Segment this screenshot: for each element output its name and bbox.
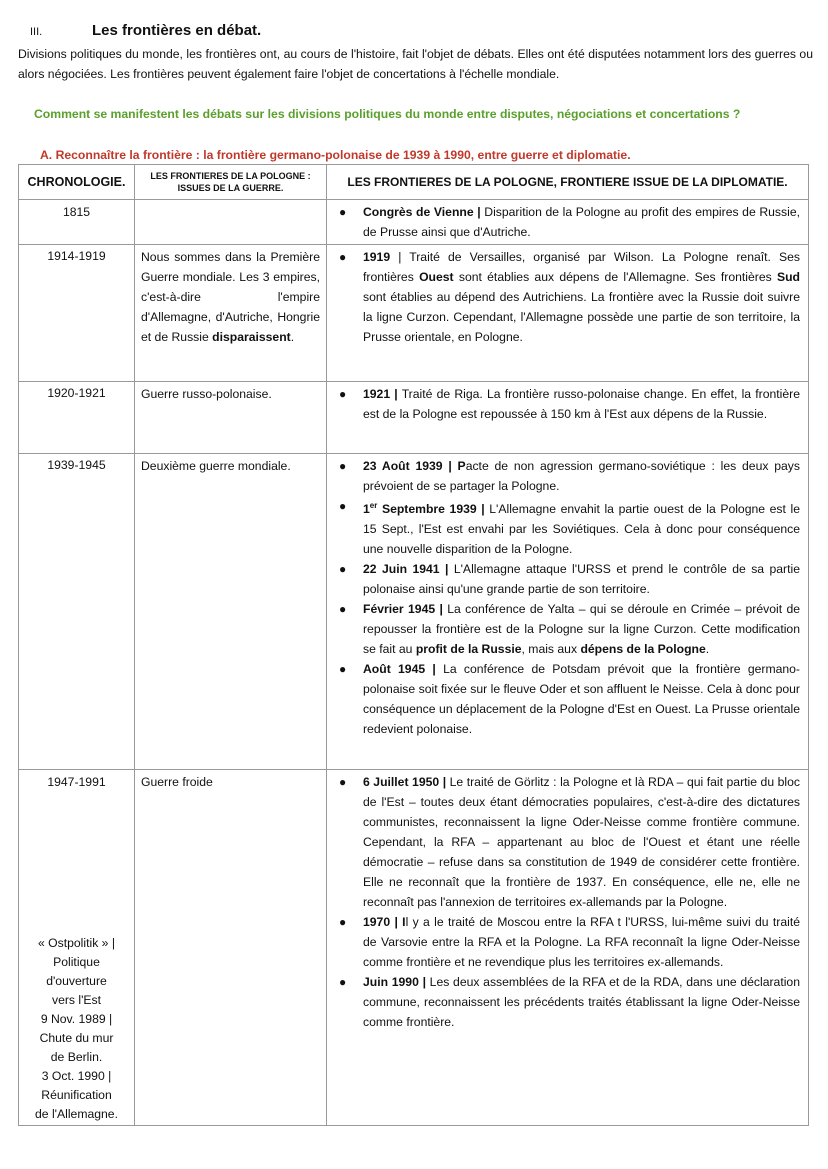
bullet-icon: ● xyxy=(339,975,347,989)
context-cell: Nous sommes dans la Première Guerre mondiale. Les 3 empires, c'est-à-dire l'empire d'Allemagne, d'Autriche, Hongrie et de Russie disparaissent. xyxy=(135,245,327,382)
bullet-icon: ● xyxy=(339,250,347,264)
events-cell xyxy=(327,200,809,245)
bullet-icon: ● xyxy=(339,387,347,401)
subsection-title: A. Reconnaître la frontière : la frontière germano-polonaise de 1939 à 1990, entre guerre et diplomatie. xyxy=(40,148,631,162)
list-item: ● 1er Septembre 1939 | L'Allemagne envahit la partie ouest de la Pologne est le 15 Sept., l'Est est envahi par les Soviétiques. Cela à donc pour conséquence une nouvelle disparition de la Pologne. xyxy=(335,496,800,559)
bullet-icon: ● xyxy=(339,602,347,617)
column-header-diplomacy: LES FRONTIERES DE LA POLOGNE, FRONTIERE ISSUE DE LA DIPLOMATIE. xyxy=(327,165,809,200)
section-number: III. xyxy=(30,26,43,38)
events-cell xyxy=(327,382,809,454)
column-header-war: LES FRONTIERES DE LA POLOGNE : ISSUES DE LA GUERRE. xyxy=(135,165,327,200)
context-cell: Guerre russo-polonaise. xyxy=(135,382,327,454)
ostpolitik-notes: « Ostpolitik » | Politique d'ouverture vers l'Est 9 Nov. 1989 | Chute du mur de Berlin. 3 Oct. 1990 | Réunification de l'Allemagne. xyxy=(35,936,118,1121)
table-row xyxy=(19,245,809,382)
list-item: ● Août 1945 | La conférence de Potsdam prévoit que la frontière germano-polonaise soit fixée sur le fleuve Oder et son affluent le Neisse. Cela à donc pour conséquence un déplacement de la Pologne d'Est en Ouest. La Prusse orientale redevient polonaise. xyxy=(335,659,800,739)
list-item: ● Février 1945 | La conférence de Yalta – qui se déroule en Crimée – prévoit de repousser la frontière est de la Pologne sur la ligne Curzon. Cette modification se fait au profit de la Russie, mais aux dépens de la Pologne. xyxy=(335,599,800,659)
date-cell: 1939-1945 xyxy=(19,454,135,770)
list-item: ● 23 Août 1939 | Pacte de non agression germano-soviétique : les deux pays prévoient de se partager la Pologne. xyxy=(335,456,800,496)
bullet-icon: ● xyxy=(339,562,347,577)
table-row xyxy=(19,454,809,770)
table-header-row xyxy=(19,165,809,200)
date-cell: 1815 xyxy=(19,200,135,245)
date-cell: 1914-1919 xyxy=(19,245,135,382)
events-cell xyxy=(327,245,809,382)
date-cell xyxy=(19,770,135,1126)
intro-paragraph: Divisions politiques du monde, les frontières ont, au cours de l'histoire, fait l'objet de débats. Elles ont été disputées notamment lors des guerres ou alors négociées. Les frontières peuvent également faire l'objet de concertations à l'échelle mondiale. xyxy=(18,47,813,81)
list-item: ● Congrès de Vienne | Disparition de la Pologne au profit des empires de Russie, de Prusse ainsi que d'Autriche. xyxy=(335,202,800,242)
bullet-icon: ● xyxy=(339,459,347,473)
events-cell xyxy=(327,454,809,770)
column-header-chronology: CHRONOLOGIE. xyxy=(19,165,135,200)
table-row xyxy=(19,382,809,454)
context-cell: Deuxième guerre mondiale. xyxy=(135,454,327,770)
context-cell: Guerre froide xyxy=(135,770,327,1126)
events-cell xyxy=(327,770,809,1126)
bullet-icon: ● xyxy=(339,499,347,513)
bullet-icon: ● xyxy=(339,915,347,929)
list-item: ● 22 Juin 1941 | L'Allemagne attaque l'URSS et prend le contrôle de sa partie polonaise ainsi qu'une grande partie de son territoire. xyxy=(335,559,800,599)
bullet-icon: ● xyxy=(339,662,347,677)
list-item: ● 6 Juillet 1950 | Le traité de Görlitz : la Pologne et là RDA – qui fait partie du bloc de l'Est – toutes deux étant démocraties populaires, c'est-à-dire des dictatures communistes, reconnaissent la ligne Oder-Neisse comme frontière commune. Cependant, la RFA – appartenant au bloc de l'Ouest et étant une réelle démocratie – refuse dans sa constitution de 1949 de considérer cette frontière. Elle ne reconnaît que la frontière de 1937. En conséquence, elle ne, elle ne reconnaît pas l'annexion de territoires ex-allemands par la Pologne. xyxy=(335,772,800,912)
table-row xyxy=(19,770,809,1126)
date-label: 1947-1991 xyxy=(47,775,106,789)
list-item: ● Juin 1990 | Les deux assemblées de la RFA et de la RDA, dans une déclaration commune, reconnaissent les précédents traités établissant la ligne Oder-Neisse comme frontière. xyxy=(335,972,800,1032)
bullet-icon: ● xyxy=(339,205,347,219)
list-item: ● 1970 | Il y a le traité de Moscou entre la RFA t l'URSS, lui-même suivi du traité de Varsovie entre la RFA et la Pologne. La RFA reconnaît la ligne Oder-Neisse comme frontière et ne revendique plus les territoires ex-allemands. xyxy=(335,912,800,972)
table-row xyxy=(19,200,809,245)
date-cell: 1920-1921 xyxy=(19,382,135,454)
list-item: ● 1919 | Traité de Versailles, organisé par Wilson. La Pologne renaît. Ses frontières Ouest sont établies aux dépens de l'Allemagne. Ses frontières Sud sont établies au dépend des Autrichiens. La frontière avec la Russie doit suivre la ligne Curzon. Cependant, l'Allemagne possède une partie de son territoire, la Prusse orientale, en Pologne. xyxy=(335,247,800,347)
problem-question: Comment se manifestent les débats sur les divisions politiques du monde entre disputes, négociations et concertations ? xyxy=(34,107,741,121)
chronology-table xyxy=(18,164,809,1126)
section-title-text: Les frontières en débat. xyxy=(92,22,262,39)
bullet-icon: ● xyxy=(339,775,347,789)
list-item: ● 1921 | Traité de Riga. La frontière russo-polonaise change. En effet, la frontière est de la Pologne est repoussée à 150 km à l'Est aux dépens de la Russie. xyxy=(335,384,800,424)
context-cell xyxy=(135,200,327,245)
section-title xyxy=(30,22,261,39)
